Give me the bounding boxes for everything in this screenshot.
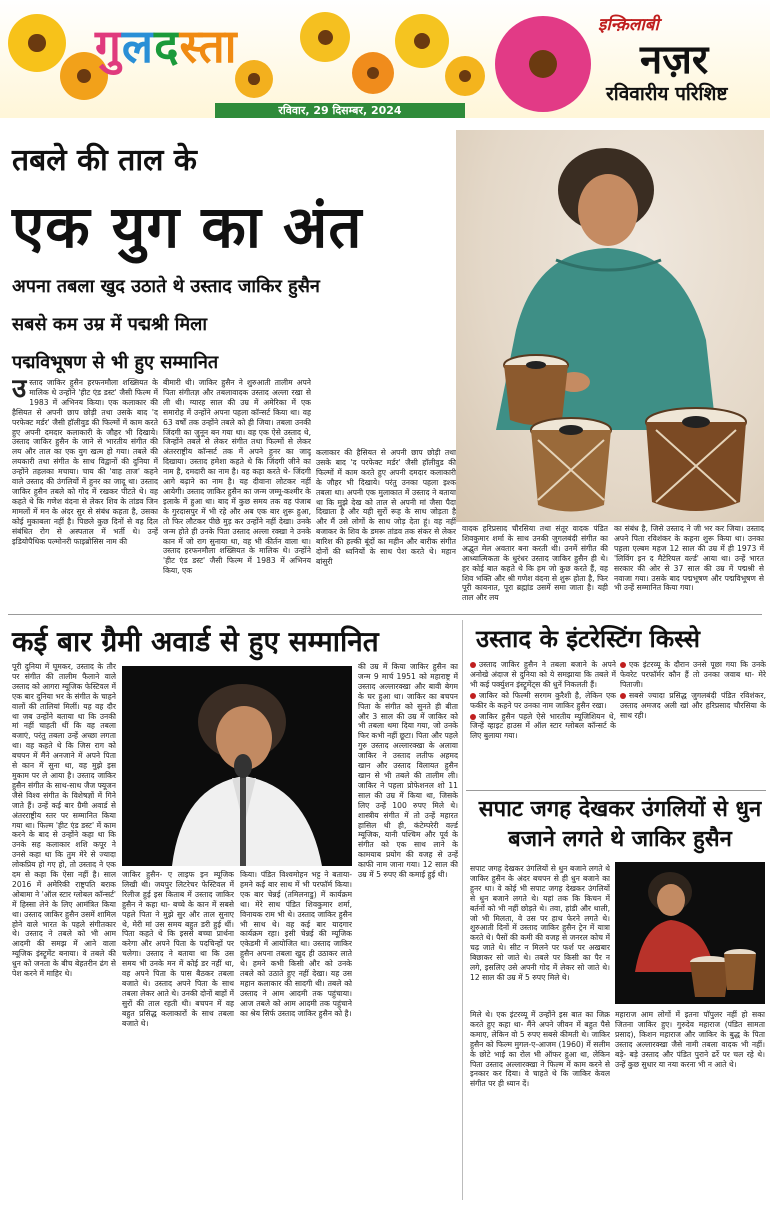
anecdote-item: जाकिर हुसैन पहले ऐसे भारतीय म्यूजिशियन थे, जिन्हें व्हाइट हाउस में ऑल स्टार ग्लोबल कॉन्सर्ट के लिए बुलाया गया। [470, 711, 616, 741]
anecdotes-column-right [620, 660, 766, 788]
flower-decoration [395, 14, 449, 68]
flat-column-b: मिले थे। एक इंटरव्यू में उन्होंने इस बात का जिक्र करते हुए कहा था- मैंने अपने जीवन में बहुत पैसे कमाए, लेकिन वो 5 रुपए सबसे कीमती थे। जाकिर हुसैन को फिल्म मुगल-ए-आजम (1960) में सलीम के छोटे भाई का रोल भी ऑफर हुआ था, लेकिन पिता उस्ताद अल्लारक्खा ने फिल्म में काम करने से इनकार कर दिया। वे चाहते थे कि जाकिर केवल संगीत पर ही ध्यान दें। [470, 1010, 610, 1089]
masthead [0, 0, 770, 118]
tabla-performance-photo [615, 862, 765, 1004]
anecdote-item: जाकिर को फिल्मी सरगम कुरैशी है, लेकिन एक फकीर के कहने पर उनका नाम जाकिर हुसैन रखा। [470, 690, 616, 710]
lead-headline: एक युग का अंत [12, 193, 363, 261]
grammy-heading: कई बार ग्रैमी अवार्ड से हुए सम्मानित [12, 625, 379, 658]
flat-column-c: महाराज आम लोगों में इतना पॉपुलर नहीं हो सका जितना जाकिर हुए। गुरुदेव महाराज (पंडित सामता प्रसाद), किशन महाराज और जाकिर के बुद्ध के पिता उस्ताद अल्लारक्खा जैसे नामी तबला वादक भी नहीं। बड़े- बड़े उस्ताद और पंडित पुराने ढर्रे पर चल रहे थे। उन्हें कुछ सुधार या नया करना भी न आते थे। [615, 1010, 765, 1069]
tabla-player-illustration [456, 130, 764, 522]
issue-date: रविवार, 29 दिसम्बर, 2024 [215, 103, 465, 118]
section-divider [8, 614, 762, 615]
section-divider [466, 790, 766, 791]
grammy-column-c: किया। पंडित विश्वमोहन भट्ट ने बताया- हमने कई बार साथ में भी परफॉर्म किया। एक बार चेन्नई (तमिलनाडु) में कार्यक्रम था। मेरे साथ पंडित शिवकुमार शर्मा, विनायक राम भी थे। उस्ताद जाकिर हुसैन भी साथ थे। वह कई बार यादगार कार्यक्रम रहा। इसी चेन्नई की म्यूजिक एकेडमी में आयोजित था। उस्ताद जाकिर हुसैन अपना तबला खुद ही उठाकर लाते थे। हमने कभी किसी और को उनके तबले को उठाते हुए नहीं देखा। यह उस महान कलाकार की सादगी थी। तबले को उस्ताद ने आम आदमी तक पहुंचाया। आज तबले को आम आदमी तक पहुंचाने का श्रेय सिर्फ उस्ताद जाकिर हुसैन को है। [240, 870, 352, 1018]
flower-decoration [235, 60, 273, 98]
bullet-icon [620, 662, 626, 668]
hero-photo [456, 130, 764, 522]
lead-column-3: कलाकार की हैसियत से अपनी छाप छोड़ी तथा उसके बाद 'द परफेक्ट मर्डर' जैसी हॉलीवुड की फिल्मों में काम करते हुए अपनी दमदार कलाकारी के जौहर भी दिखाये। परंतु उनका पहला इश्क तबला था। अपनी एक मुलाकात में उस्ताद ने बताया था कि मुझे देख को ताल से अपनी मां जैसा पैदा दिखाता है और यही सुरों रूह के साथ जोड़ता है और मैं उसे लोगों के साथ जोड़ देता हूं। वह नहीं बजाकर के शिव के डमरू तांडव तक संकर से लेकर बारिश की हल्की बूंदों का महीन और बारीक संगीत दोनों की ध्वनियों के साथ पेश करते थे। महान बांसुरी [316, 448, 456, 566]
anecdote-item: उस्ताद जाकिर हुसैन ने तबला बजाने के अपने अनोखे अंदाज से दुनिया को ये समझाया कि तबले में भी कई पर्क्युशन इंस्ट्रूमेंट्स की धुनें निकलती हैं। [470, 660, 616, 689]
bullet-icon [620, 693, 626, 699]
bullet-icon [470, 662, 476, 668]
anecdote-item: एक इंटरव्यू के दौरान उनसे पूछा गया कि उनके फेवरेट परफॉर्मर कौन हैं तो उनका जवाब था- मेरे पिताजी। [620, 660, 766, 689]
musician-photo [122, 666, 352, 866]
supplement-logo: गुलदस्ता [95, 19, 238, 73]
flat-column-a: सपाट जगह देखकर उंगलियों से धुन बजाने लगते थे जाकिर हुसैन के अंदर बचपन से ही धुन बजाने का हुनर था। वे कोई भी सपाट जगह देखकर उंगलियों से धुन बजाने लगते थे। यहां तक कि किचन में बर्तनों को भी नहीं छोड़ते थे। तवा, हांडी और थाली, जो भी मिलता, वे उस पर हाथ फेरने लगते थे। शुरुआती दिनों में उस्ताद जाकिर हुसैन ट्रेन में यात्रा करते थे। पैसों की कमी की वजह से जनरल कोच में चढ़ जाते थे। सीट न मिलने पर फर्श पर अखबार बिछाकर सो जाते थे। तबले पर किसी का पैर न लगे, इसलिए उसे अपनी गोद में लेकर सो जाते थे। 12 साल की उम्र में 5 रुपए मिले थे। [470, 864, 610, 982]
lead-column-4: वादक हरिप्रसाद चौरसिया तथा संतूर वादक पंडित शिवकुमार शर्मा के साथ उनकी जुगलबंदी संगीत का अद्भुत मेल अवतार बना करती थी। उनमें संगीत की आध्यात्मिकता के धुरंधर उस्ताद जाकिर हुसैन ही थे। हर कोई बात कहते थे कि हम जो कुछ करते हैं, वह शिव भक्ति और श्री गणेश वंदना से शुरू होता है, फिर पूरी कायनात, पूरा ब्रह्मांड उसमें समा जाता है। यही ताल और लय [462, 524, 608, 603]
deck-line: सबसे कम उम्र में पद्मश्री मिला [12, 314, 208, 335]
lead-column-2: बीमारी थी। जाकिर हुसैन ने शुरुआती तालीम अपने पिता संगीतज्ञ और तबलावादक उस्ताद अल्ला रखा से ली थी। ग्यारह साल की उम्र में अमेरिका में एक समारोह में उन्होंने अपना पहला कॉन्सर्ट किया था। वह 63 वर्षों तक उन्होंने तबले को ही जिया। तबला उनकी जिंदगी का जुनून बन गया था। वह एक ऐसे उस्ताद थे, जिन्होंने तबले से लेकर संगीत तथा फिल्मों से लेकर अंतरराष्ट्रीय कॉन्सर्ट तक में अपने हुनर का जादू दिखाया। उस्ताद हमेशा कहते थे कि जिंदगी जीने का नाम है, दमदारी का नाम है। वह कहा करते थे- जिंदगी आगे बढ़ाने का नाम है। यह दीवाना लोटकर नहीं आयेगी। उस्ताद जाकिर हुसैन का जन्म जम्मू-कश्मीर के इलाके में हुआ था। बाद में कुछ समय तक वह पंजाब के गुरदासपुर में भी रहे और अब एक बार शुरू हुआ, तो फिर लौटकर पीछे मुड़ कर उन्होंने नहीं देखा। उनके जन्म होते ही उनके पिता उस्ताद अल्ला रक्खा ने उनके कान में जो राग सुनाया था, वह भी कीर्तन वाला था। उस्ताद हरफनमौला शख्सियत के मालिक थे। उन्होंने 'हीट एंड डस्ट' जैसी फिल्म में 1983 में अभिनय किया, एक [163, 378, 311, 576]
musician-with-mic-illustration [122, 666, 352, 866]
tabla-drum [531, 418, 611, 512]
tabla-drum [504, 355, 568, 425]
flower-decoration [445, 56, 485, 96]
bullet-icon [470, 714, 476, 720]
lead-column-5: का संबंध है, जिसे उस्ताद ने जी भर कर जिया। उस्ताद अपने पिता रविशंकर के कहना शुरू किया था। उनका पहला एल्बम महज 12 साल की उम्र में ही 1973 में 'लिविंग इन द मैटेरियल वर्ल्ड' आया था। उन्हें भारत सरकार की ओर से 37 साल की उम्र में पद्मश्री से नवाजा गया। उसके बाद पद्मभूषण और पद्मविभूषण से भी उन्हें सम्मानित किया गया। [614, 524, 764, 593]
tabla-performer-illustration [615, 862, 765, 1004]
anecdote-item: सबसे ज्यादा प्रसिद्ध जुगलबंदी पंडित रविशंकर, उस्ताद अमजद अली खां और हरिप्रसाद चौरसिया के साथ रही। [620, 690, 766, 720]
grammy-column-d: की उम्र में किया जाकिर हुसैन का जन्म 9 मार्च 1951 को महाराष्ट्र में उस्ताद अल्लारक्खा और बावी बेगम के घर हुआ था। जाकिर का बचपन पिता के संगीत को सुनते ही बीता और 3 साल की उम्र में जाकिर को भी तबला थमा दिया गया, जो उनके फिर कभी नहीं छूटा। पिता और पहले गुरु उस्ताद अल्लारक्खा के अलावा जाकिर ने उस्ताद लतीफ अहमद खान और उस्ताद विलायत हुसैन खान से भी तबले की तालीम ली। जाकिर ने पहला प्रोफेशनल शो 11 साल की उम्र में किया था, जिसके लिए उन्हें 100 रुपए मिले थे। शास्त्रीय संगीत में तो उन्हें महारत हासिल थी ही, कंटेम्परेरी वर्ल्ड म्यूजिक, यानी पश्चिम और पूर्व के संगीत को एक साथ लाने के कामयाब प्रयोग की वजह से उन्हें काफी नाम जाना गया। 12 साल की उम्र में 5 रुपए की कमाई हुई थी। [358, 662, 458, 880]
flower-decoration [352, 52, 394, 94]
flower-decoration [495, 16, 591, 112]
lead-kicker: तबले की ताल के [12, 143, 197, 178]
publisher-prefix: इन्क़िलाबी [598, 15, 659, 35]
anecdotes-heading: उस्ताद के इंटरेस्टिंग किस्से [476, 625, 700, 653]
flat-surface-heading: सपाट जगह देखकर उंगलियों से धुन बजाने लगते थे जाकिर हुसैन [478, 797, 762, 852]
flower-decoration [8, 14, 66, 72]
deck-line: अपना तबला खुद उठाते थे उस्ताद जाकिर हुसैन [12, 276, 320, 297]
deck-line: पद्मविभूषण से भी हुए सम्मानित [12, 352, 219, 373]
lead-column-1: उस्ताद जाकिर हुसैन हरफनमौला शख्सियत के मालिक थे उन्होंने 'हीट एंड डस्ट' जैसी फिल्म में 1983 में अभिनय किया। एक कलाकार की हैसियत से अपनी छाप छोड़ी तथा उसके बाद 'द परफेक्ट मर्डर' जैसी हॉलीवुड की फिल्मों में काम करते हुए अपनी दमदार कलाकारी के जौहर भी दिखाये। उस्ताद जाकिर हुसैन के जाने से भारतीय संगीत की लय और ताल का एक युग खत्म हो गया। तबले की लयकारी तथा संगीत के साथ विद्वानों की दुनिया में उन्होंने तहलका मचाया। चाय की 'वाह ताज' कहने वाले उस्ताद की उंगलियों में हुनर का जादू था। उस्ताद जाकिर हुसैन तबले को गोद में रखकर पीटते थे। वह कहते थे कि गणेश वंदना से लेकर शिव के तांडव जिन मामलों में मन के अंदर सुर से संबंध कहता है, उसका कोई मुकाबला नहीं है। पिछले कुछ दिनों से वह दिल संबंधित रोग से अस्पताल में भर्ती थे। उन्हें इडियोपैथिक पल्मोनरी फाइब्रोसिस नाम की [12, 378, 158, 546]
lead-decks [12, 274, 452, 388]
column-divider [462, 620, 463, 1200]
anecdotes-column-left [470, 660, 616, 788]
bullet-icon [470, 693, 476, 699]
tabla-drum [646, 408, 746, 511]
supplement-label: रविवारीय परिशिष्ट [606, 83, 728, 105]
flower-decoration [300, 12, 350, 62]
dropcap: उ [12, 378, 27, 404]
publisher-name: नज़र [640, 36, 709, 83]
grammy-column-b: जाकिर हुसैन- ए लाइफ इन म्यूजिक लिखी थी। जयपुर लिटरेचर फेस्टिवल में रिलीज हुई इस किताब में उस्ताद जाकिर हुसैन ने कहा था- बच्चे के कान में सबसे पहले पिता ने मुझे सुर और ताल सुनाए थे, मेरी मां उस समय बहुत डरी हुई थीं। पिता कहते थे कि इससे बच्चा प्रार्थना करेगा और अपने पिता के पदचिन्हों पर चलेगा। उस्ताद ने बताया था कि उस समय भी उनके मन में कोई डर नहीं था, वह अपने पिता के पास बैठकर तबला बजाते थे। उस्ताद अपने पिता के साथ तबला लेकर आते थे। उनकी दोनों बाहों में सुरों की ताल रहती थी। बचपन में वह बहुत प्रसिद्ध कलाकारों के साथ तबला बजाते थे। [122, 870, 234, 1028]
grammy-column-a: पूरी दुनिया में घूमकर, उस्ताद के तौर पर संगीत की तालीम फैलाने वाले उस्ताद को आगरा म्यूजिक फेस्टिवल में एक बार दुनिया भर के संगीत के चाहने वालों की तालियां मिलीं। यह वह दौर था जब उन्होंने बताया था कि उनकी मां नहीं चाहती थीं कि वह तबला बजाएं, परंतु तबला उन्हें अच्छा लगता था। वह कहते थे कि जिस राग को बचपन में मैंने अनजाने में अपने पिता से कान में सुना था, वह मुझे इस मुकाम पर ले आया है। उस्ताद जाकिर हुसैन संगीत के साथ-साथ जैज फ्यूजन जैसे विश्व संगीत के विशेषज्ञों में गिने जाते हैं। उन्हें कई बार ग्रैमी अवार्ड से अंतरराष्ट्रीय स्तर पर सम्मानित किया गया था। फिल्म 'हीट एंड डस्ट' में काम करने के बाद से उन्होंने कहा था कि उनके सह कलाकार शशि कपूर ने उनसे कहा था कि तुम मेरे से ज्यादा लोकप्रिय हो गए हो, तो उस्ताद ने एक दम से कहा कि ऐसा नहीं है। साल 2016 में अमेरिकी राष्ट्रपति बराक ओबामा ने 'ऑल स्टार ग्लोबल कॉन्सर्ट' में हिस्सा लेने के लिए आमंत्रित किया था। उस्ताद जाकिर हुसैन उसमें शामिल होने वाले भारत के पहले संगीतकार थे। उस्ताद ने तबले को भी आम आदमी की समझ में आने वाला म्यूजिक इंस्ट्रूमेंट बनाया। वे तबले की धुन को जनता के बीच बेहतरीन ढंग से पेश करने में माहिर थे। [12, 662, 116, 979]
